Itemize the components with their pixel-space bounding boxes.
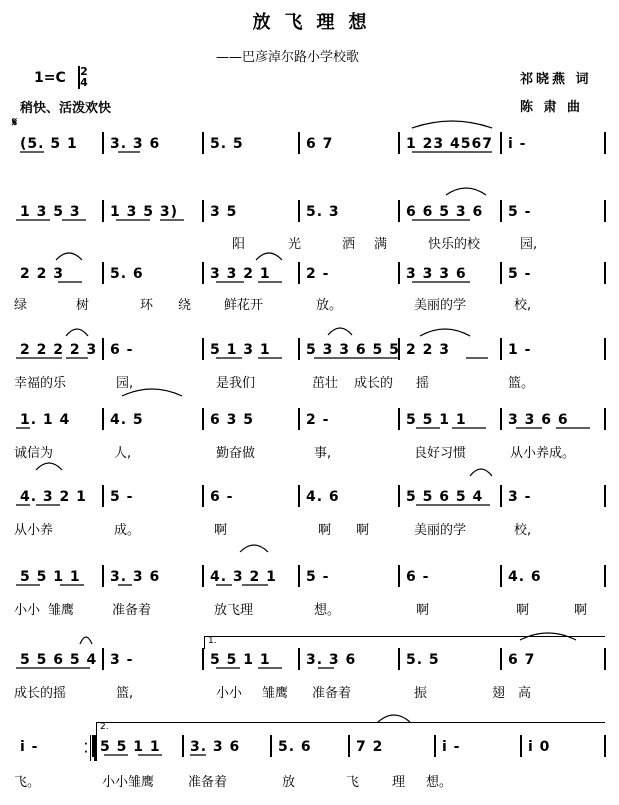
- measure-notes: 3 -: [508, 489, 532, 505]
- measure-notes: 5 5 6 5 4: [406, 489, 484, 505]
- barline: [298, 132, 300, 154]
- lyric-syllable: 准备着: [112, 603, 152, 618]
- barline: [202, 338, 204, 360]
- measure-notes: 6 -: [210, 489, 234, 505]
- measure-notes: 6 7: [306, 136, 334, 152]
- barline: [202, 408, 204, 430]
- lyric-syllable: 啊: [318, 523, 332, 538]
- barline: [298, 262, 300, 284]
- barline: [500, 485, 502, 507]
- measure-notes: 3. 3 6: [110, 569, 161, 585]
- barline: [298, 648, 300, 670]
- measure-notes: 1 -: [508, 342, 532, 358]
- lyric-syllable: 成长的摇: [14, 686, 67, 701]
- measure-notes: 2 -: [306, 266, 330, 282]
- measure-notes: i -: [442, 739, 461, 755]
- barline: [202, 200, 204, 222]
- second-ending-bracket: [96, 722, 605, 735]
- lyric-syllable: 成。: [114, 523, 141, 538]
- barline: [202, 262, 204, 284]
- measure-notes: 2 2 2 2 3: [20, 342, 98, 358]
- lyric-syllable: 校,: [514, 298, 532, 313]
- lyric-syllable: 理: [392, 775, 406, 790]
- measure-notes: 5 1 3 1: [210, 342, 271, 358]
- barline: [298, 200, 300, 222]
- lyric-syllable: 摇: [416, 376, 430, 391]
- score-system-4: [0, 338, 619, 408]
- measure-notes: 4. 6: [508, 569, 542, 585]
- barline: [398, 200, 400, 222]
- measure-notes: 5 5 6 5 4: [20, 652, 98, 668]
- lyric-syllable: 是我们: [216, 376, 256, 391]
- barline: [102, 485, 104, 507]
- measure-notes: 1 3 5 3): [110, 204, 178, 220]
- barline: [398, 408, 400, 430]
- lyric-syllable: 绕: [178, 298, 192, 313]
- barline: [604, 132, 606, 154]
- measure-notes: 7 2: [356, 739, 384, 755]
- first-ending-bracket: [204, 636, 605, 649]
- score-system-2: [0, 200, 619, 270]
- lyric-syllable: 人,: [114, 446, 132, 461]
- lyric-syllable: 诚信为: [14, 446, 54, 461]
- barline: [398, 132, 400, 154]
- barline: [102, 200, 104, 222]
- lyric-syllable: 小小: [216, 686, 243, 701]
- lyric-syllable: 校,: [514, 523, 532, 538]
- lyric-syllable: 想。: [314, 603, 341, 618]
- measure-notes: i -: [508, 136, 527, 152]
- barline: [102, 648, 104, 670]
- barline: [202, 648, 204, 670]
- measure-notes: 5. 5: [210, 136, 244, 152]
- lyric-syllable: 放: [282, 775, 296, 790]
- measure-notes: 5 -: [110, 489, 134, 505]
- song-title: 放飞理想: [252, 12, 381, 33]
- score-system-1: [0, 132, 619, 202]
- lyric-syllable: 良好习惯: [414, 446, 467, 461]
- score-system-7: [0, 565, 619, 635]
- barline: [398, 648, 400, 670]
- lyric-syllable: 鲜花开: [224, 298, 264, 313]
- barline: [298, 408, 300, 430]
- lyric-syllable: 准备着: [188, 775, 228, 790]
- measure-notes: 6 6 5 3 6: [406, 204, 484, 220]
- measure-notes: i 0: [528, 739, 551, 755]
- barline: [270, 735, 272, 757]
- barline: [604, 648, 606, 670]
- lyric-syllable: 洒: [342, 237, 356, 252]
- lyric-syllable: 绿: [14, 298, 28, 313]
- lyric-syllable: 篮,: [116, 686, 134, 701]
- barline: [298, 338, 300, 360]
- measure-notes: 5 -: [508, 266, 532, 282]
- measure-notes: 6 7: [508, 652, 536, 668]
- barline: [102, 565, 104, 587]
- barline: [500, 648, 502, 670]
- barline: [298, 565, 300, 587]
- lyric-syllable: 园,: [520, 237, 538, 252]
- meter-divider: [78, 66, 80, 89]
- barline: [202, 132, 204, 154]
- barline: [500, 408, 502, 430]
- score-system-6: [0, 485, 619, 555]
- barline: [604, 200, 606, 222]
- time-signature: [78, 66, 90, 88]
- measure-notes: 4. 5: [110, 412, 144, 428]
- lyric-syllable: 啊: [356, 523, 370, 538]
- measure-notes: 3. 3 6: [110, 136, 161, 152]
- barline: [298, 485, 300, 507]
- measure-notes: i -: [20, 739, 39, 755]
- lyric-syllable: 小小: [14, 603, 41, 618]
- lyric-syllable: 啊: [416, 603, 430, 618]
- song-subtitle: ——巴彦淖尔路小学校歌: [216, 50, 360, 65]
- barline: [604, 485, 606, 507]
- measure-notes: 5 3 3 6 5 5: [306, 342, 400, 358]
- lyric-syllable: 事,: [314, 446, 332, 461]
- measure-notes: 5. 3: [306, 204, 340, 220]
- lyric-syllable: 阳: [232, 237, 246, 252]
- barline: [520, 735, 522, 757]
- measure-notes: 2 2 3: [20, 266, 64, 282]
- barline: [398, 485, 400, 507]
- measure-notes: 5 5 1 1: [210, 652, 271, 668]
- barline: [604, 338, 606, 360]
- barline: [102, 408, 104, 430]
- lyric-syllable: 放。: [316, 298, 343, 313]
- measure-notes: 5. 5: [406, 652, 440, 668]
- measure-notes: 6 -: [406, 569, 430, 585]
- measure-notes: 1 23 4567: [406, 136, 493, 152]
- measure-notes: 5 5 1 1: [406, 412, 467, 428]
- measure-notes: 6 3 5: [210, 412, 254, 428]
- measure-notes: 2 -: [306, 412, 330, 428]
- measure-notes: 5 -: [306, 569, 330, 585]
- measure-notes: 5. 6: [278, 739, 312, 755]
- lyric-syllable: 环: [140, 298, 154, 313]
- lyric-syllable: 雏鹰: [262, 686, 289, 701]
- lyric-syllable: 翅: [492, 686, 506, 701]
- repeat-sign: · ·: [90, 731, 98, 765]
- second-ending-label: 2.: [100, 722, 109, 732]
- lyric-syllable: 雏鹰: [48, 603, 75, 618]
- lyric-syllable: 啊: [214, 523, 228, 538]
- measure-notes: 5 -: [508, 204, 532, 220]
- measure-notes: 5 5 1 1: [100, 739, 161, 755]
- barline: [500, 200, 502, 222]
- lyric-syllable: 幸福的乐: [14, 376, 67, 391]
- measure-notes: 3 3 2 1: [210, 266, 271, 282]
- lyric-syllable: 啊: [574, 603, 588, 618]
- lyric-syllable: 园,: [116, 376, 134, 391]
- lyric-syllable: 高: [518, 686, 532, 701]
- measure-notes: 6 -: [110, 342, 134, 358]
- meter-bottom: 4: [80, 76, 88, 89]
- composer-credit: 陈 肃 曲: [520, 100, 584, 115]
- lyric-syllable: 小小雏鹰: [102, 775, 155, 790]
- lyric-syllable: 树: [76, 298, 90, 313]
- score-system-8: [0, 648, 619, 718]
- slur-mark: [80, 637, 92, 644]
- segno-sign: 𝄋: [12, 115, 18, 129]
- barline: [398, 565, 400, 587]
- barline: [434, 735, 436, 757]
- first-ending-label: 1.: [208, 636, 217, 646]
- measure-notes: 4. 6: [306, 489, 340, 505]
- lyric-syllable: 光: [288, 237, 302, 252]
- lyric-syllable: 美丽的学: [414, 298, 467, 313]
- measure-notes: 4. 3 2 1: [20, 489, 87, 505]
- measure-notes: 3. 3 6: [306, 652, 357, 668]
- barline: [500, 565, 502, 587]
- key-signature: 1=C: [34, 70, 66, 86]
- measure-notes: 4. 3 2 1: [210, 569, 277, 585]
- measure-notes: 3 5: [210, 204, 238, 220]
- lyric-syllable: 茁壮: [312, 376, 339, 391]
- barline: [102, 132, 104, 154]
- barline: [182, 735, 184, 757]
- barline: [348, 735, 350, 757]
- barline: [604, 262, 606, 284]
- lyric-syllable: 成长的: [354, 376, 394, 391]
- lyric-syllable: 准备着: [312, 686, 352, 701]
- measure-notes: (5. 5 1: [20, 136, 78, 152]
- slur-mark: [412, 121, 492, 128]
- lyric-syllable: 美丽的学: [414, 523, 467, 538]
- lyric-syllable: 篮。: [508, 376, 535, 391]
- score-system-5: [0, 408, 619, 478]
- lyric-syllable: 满: [374, 237, 388, 252]
- measure-notes: 2 2 3: [406, 342, 450, 358]
- measure-notes: 1 3 5 3: [20, 204, 81, 220]
- barline: [604, 408, 606, 430]
- score-system-3: [0, 262, 619, 332]
- tempo-marking: 稍快、活泼欢快: [20, 101, 112, 116]
- lyric-syllable: 从小养: [14, 523, 54, 538]
- lyricist-credit: 祁晓燕 词: [520, 72, 592, 87]
- barline: [500, 262, 502, 284]
- measure-notes: 5 5 1 1: [20, 569, 81, 585]
- lyric-syllable: 飞。: [14, 775, 41, 790]
- barline: [604, 565, 606, 587]
- lyric-syllable: 想。: [426, 775, 453, 790]
- barline: [102, 262, 104, 284]
- measure-notes: 3 3 3 6: [406, 266, 467, 282]
- measure-notes: 1. 1 4: [20, 412, 71, 428]
- measure-notes: 3. 3 6: [190, 739, 241, 755]
- lyric-syllable: 放飞理: [214, 603, 254, 618]
- barline: [202, 565, 204, 587]
- meter-top: 2: [80, 65, 88, 78]
- lyric-syllable: 快乐的校: [428, 237, 481, 252]
- lyric-syllable: 振: [414, 686, 428, 701]
- measure-notes: 3 -: [110, 652, 134, 668]
- barline: [500, 132, 502, 154]
- measure-notes: 3 3 6 6: [508, 412, 569, 428]
- barline: [500, 338, 502, 360]
- measure-notes: 5. 6: [110, 266, 144, 282]
- lyric-syllable: 从小养成。: [510, 446, 576, 461]
- lyric-syllable: 勤奋做: [216, 446, 256, 461]
- lyric-syllable: 啊: [516, 603, 530, 618]
- barline: [102, 338, 104, 360]
- barline: [202, 485, 204, 507]
- barline: [398, 262, 400, 284]
- barline: [604, 735, 606, 757]
- lyric-syllable: 飞: [346, 775, 360, 790]
- score-system-9: [0, 735, 619, 805]
